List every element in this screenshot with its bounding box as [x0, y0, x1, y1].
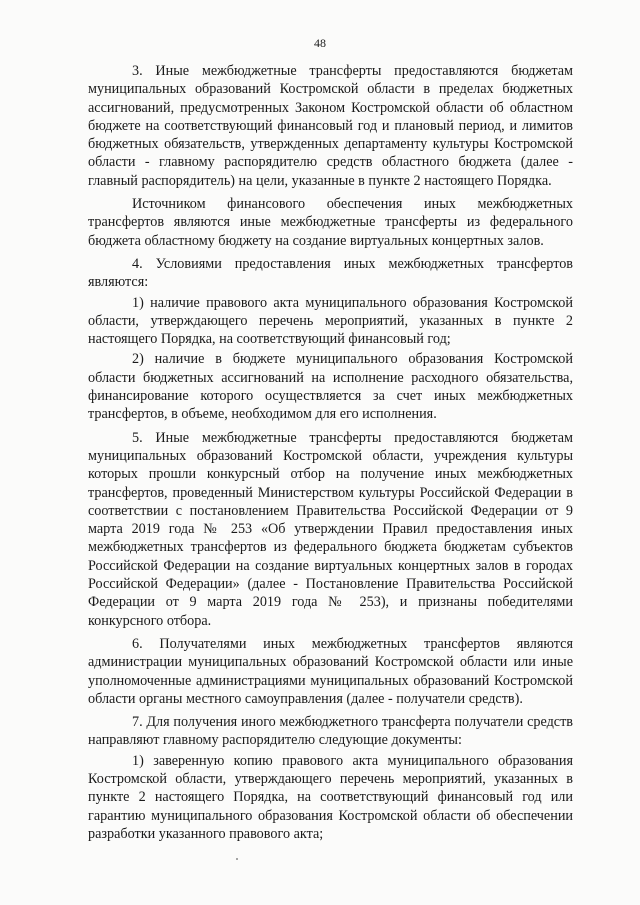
scan-speck [236, 858, 238, 860]
paragraph-4-2: 2) наличие в бюджете муниципального образования Костромской области бюджетных ассигнований на исполнение расходного обязательства, финансирование которого осуществляется за счет иных межбюджетных трансфертов, в объеме, необходимом для его исполнения. [88, 351, 573, 423]
paragraph-7: 7. Для получения иного межбюджетного трансферта получатели средств направляют главному распорядителю следующие документы: [88, 714, 573, 749]
paragraph-5: 5. Иные межбюджетные трансферты предоставляются бюджетам муниципальных образований Костромской области, учреждения культуры которых прошли конкурсный отбор на получение иных межбюджетных трансфертов, проведенный Министерством культуры Российской Федерации в соответствии с постановлением Правительства Российской Федерации от 9 марта 2019 года № 253 «Об утверждении Правил предоставления иных межбюджетных трансфертов из федерального бюджета бюджетам субъектов Российской Федерации на создание виртуальных концертных залов в городах Российской Федерации» (далее - Постановление Правительства Российской Федерации от 9 марта 2019 года № 253), и признаны победителями конкурсного отбора. [88, 429, 573, 629]
page-number: 48 [314, 36, 326, 50]
document-body [88, 62, 573, 848]
paragraph-4-1: 1) наличие правового акта муниципального образования Костромской области, утверждающего перечень мероприятий, указанных в пункте 2 настоящего Порядка, на соответствующий финансовый год; [88, 294, 573, 348]
paragraph-4: 4. Условиями предоставления иных межбюджетных трансфертов являются: [88, 255, 573, 291]
paragraph-7-1: 1) заверенную копию правового акта муниципального образования Костромской области, утверждающего перечень мероприятий, указанных в пункте 2 настоящего Порядка, на соответствующий финансовый год или гарантию муниципального образования Костромской области об обеспечении разработки указанного правового акта; [88, 752, 573, 842]
paragraph-3: 3. Иные межбюджетные трансферты предоставляются бюджетам муниципальных образований Костромской области в пределах бюджетных ассигнований, предусмотренных Законом Костромской области об областном бюджете на соответствующий финансовый год и плановый период, и лимитов бюджетных обязательств, утвержденных департаменту культуры Костромской области - главному распорядителю средств областного бюджета (далее - главный распорядитель) на цели, указанные в пункте 2 настоящего Порядка. [88, 63, 573, 189]
paragraph-funding-source: Источником финансового обеспечения иных межбюджетных трансфертов являются иные межбюджетные трансферты из федерального бюджета областному бюджету на создание виртуальных концертных залов. [88, 196, 573, 249]
paragraph-6: 6. Получателями иных межбюджетных трансфертов являются администрации муниципальных образований Костромской области или иные уполномоченные администрациями муниципальных образований Костромской области органы местного самоуправления (далее - получатели средств). [88, 635, 573, 707]
